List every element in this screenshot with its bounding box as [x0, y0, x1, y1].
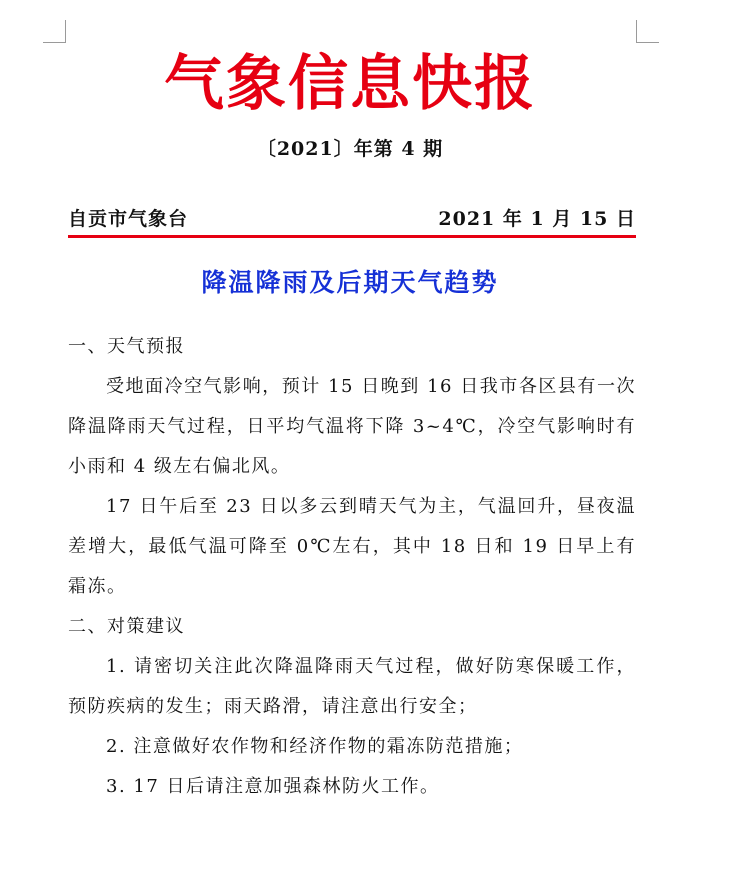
forecast-paragraph-2: 17 日午后至 23 日以多云到晴天气为主，气温回升，昼夜温差增大，最低气温可降至 0℃左右，其中 18 日和 19 日早上有霜冻。	[68, 496, 636, 597]
red-divider-line	[68, 235, 636, 238]
advice-item-2: 2. 注意做好农作物和经济作物的霜冻防范措施；	[106, 736, 524, 757]
issue-date: 2021 年 1 月 15 日	[438, 208, 636, 230]
forecast-paragraph-1: 受地面冷空气影响，预计 15 日晚到 16 日我市各区县有一次降温降雨天气过程，日平均气温将下降 3~4℃，冷空气影响时有小雨和 4 级左右偏北风。	[68, 376, 636, 477]
page-corner-mark-top-left	[43, 20, 66, 43]
article-body	[68, 327, 636, 807]
section-heading-forecast: 一、天气预报	[68, 336, 185, 357]
issue-number: 〔2021〕年第 4 期	[256, 138, 444, 160]
article-headline: 降温降雨及后期天气趋势	[201, 268, 499, 297]
advice-item-3: 3. 17 日后请注意加强森林防火工作。	[106, 776, 440, 797]
advice-item-1: 1. 请密切关注此次降温降雨天气过程，做好防寒保暖工作，预防疾病的发生；雨天路滑，请注意出行安全；	[68, 656, 636, 717]
page-corner-mark-top-right	[636, 20, 659, 43]
dateline	[68, 206, 636, 232]
masthead-title: 气象信息快报	[164, 49, 536, 119]
section-heading-advice: 二、对策建议	[68, 616, 185, 637]
issuer-name: 自贡市气象台	[68, 208, 189, 230]
